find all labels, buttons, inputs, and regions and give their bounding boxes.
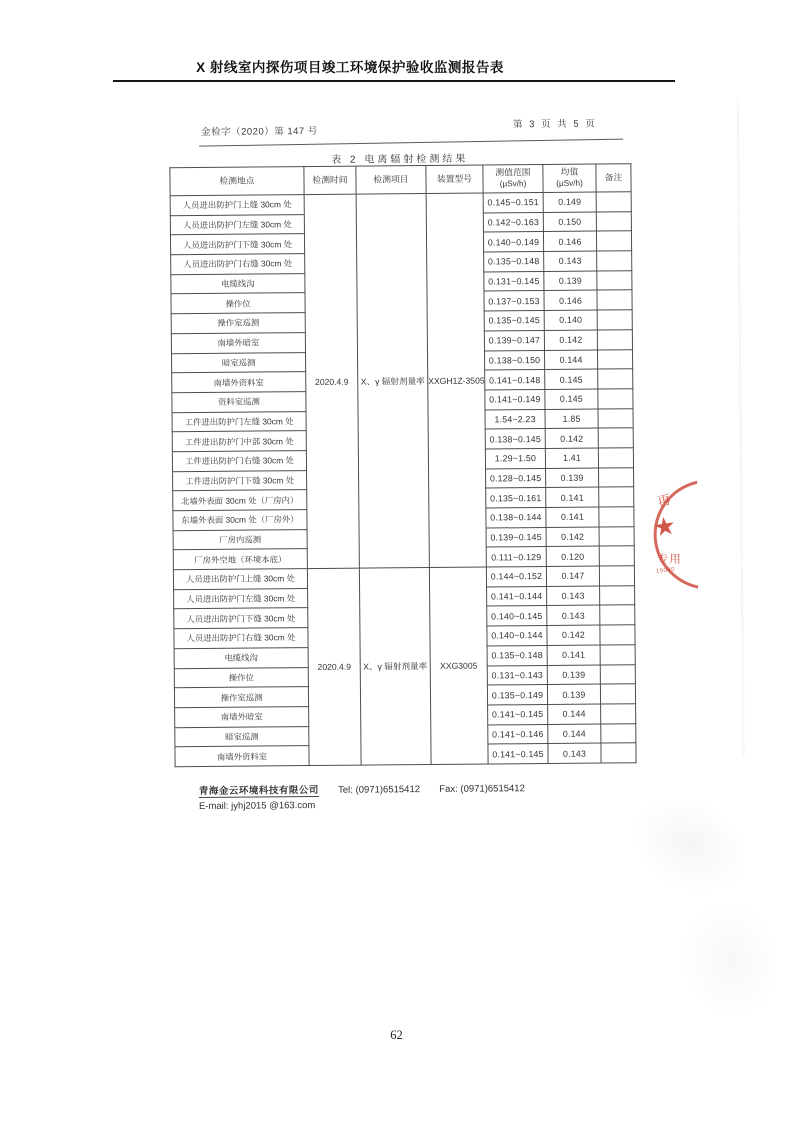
document-page-indicator: 第 3 页 共 5 页	[512, 118, 597, 131]
page-title: X 射线室内探伤项目竣工环境保护验收监测报告表	[196, 60, 504, 75]
cell-location: 暗室巡测	[172, 352, 306, 373]
cell-mean: 0.139	[546, 468, 599, 488]
cell-mean: 0.144	[544, 350, 597, 370]
col-mean	[543, 164, 596, 192]
tel-value: (0971)6515412	[355, 784, 421, 796]
cell-location: 厂房外空地（环境本底）	[173, 549, 307, 570]
stamp-code: 19080	[655, 566, 676, 576]
cell-note	[599, 467, 634, 487]
cell-range: 0.139~0.145	[486, 527, 546, 547]
cell-note	[598, 389, 633, 409]
col-item: 检测项目	[356, 166, 426, 195]
cell-mean: 0.142	[545, 428, 598, 448]
cell-note	[601, 704, 636, 724]
cell-location: 资料室巡测	[172, 391, 306, 412]
cell-note	[596, 231, 631, 251]
cell-item: X、γ 辐射剂量率	[359, 568, 431, 765]
cell-location: 电缆线沟	[174, 647, 308, 668]
cell-location: 电缆线沟	[171, 273, 305, 294]
cell-mean: 0.120	[546, 546, 599, 566]
cell-location: 工件进出防护门下缝 30cm 处	[173, 470, 307, 491]
cell-range: 0.135~0.148	[487, 645, 547, 665]
cell-location: 南墙外资料室	[175, 746, 309, 767]
cell-range: 0.135~0.161	[486, 488, 546, 508]
cell-device: XXGH1Z-3505	[426, 193, 486, 568]
cell-mean: 0.141	[546, 507, 599, 527]
cell-location: 人员进出防护门右缝 30cm 处	[174, 628, 308, 649]
cell-range: 1.54~2.23	[485, 409, 545, 429]
cell-note	[599, 566, 634, 586]
company-name: 青海金云环境科技有限公司	[198, 784, 319, 798]
cell-note	[597, 290, 632, 310]
cell-range: 1.29~1.50	[485, 448, 545, 468]
cell-mean: 0.149	[543, 192, 596, 212]
col-time: 检测时间	[304, 166, 356, 194]
stamp-word: 专用	[656, 553, 682, 567]
cell-mean: 1.85	[545, 409, 598, 429]
cell-mean: 0.141	[547, 645, 600, 665]
cell-note	[600, 664, 635, 684]
col-location: 检测地点	[170, 167, 304, 196]
table-header-row	[170, 164, 631, 196]
cell-mean: 0.146	[544, 290, 597, 310]
cell-location: 厂房内巡测	[173, 529, 307, 550]
cell-location: 人员进出防护门上缝 30cm 处	[173, 569, 307, 590]
cell-note	[597, 330, 632, 350]
cell-range: 0.141~0.144	[487, 586, 547, 606]
cell-mean: 0.143	[547, 586, 600, 606]
email-label: E-mail:	[198, 800, 229, 813]
ref-underline	[199, 139, 623, 147]
stamp-star-icon: ★	[651, 511, 678, 543]
cell-location: 操作位	[171, 293, 305, 314]
cell-mean: 0.140	[544, 310, 597, 330]
cell-note	[600, 605, 635, 625]
cell-mean: 0.150	[543, 212, 596, 232]
cell-range: 0.135~0.145	[484, 311, 544, 331]
cell-mean: 0.144	[548, 704, 601, 724]
col-note: 备注	[596, 164, 631, 192]
cell-note	[599, 487, 634, 507]
cell-range: 0.137~0.153	[484, 291, 544, 311]
header-rule	[113, 80, 675, 82]
stamp-partial-character: 再	[656, 491, 672, 510]
cell-range: 0.140~0.145	[487, 606, 547, 626]
cell-range: 0.142~0.163	[483, 212, 543, 232]
cell-location: 工件进出防护门中部 30cm 处	[172, 431, 306, 452]
cell-range: 0.131~0.143	[487, 665, 547, 685]
cell-mean: 0.143	[544, 251, 597, 271]
col-range-unit: (μSv/h)	[499, 179, 527, 189]
cell-mean: 0.142	[544, 330, 597, 350]
email-value: jyhj2015 @163.com	[231, 800, 316, 812]
document-ref-number: 金检字（2020）第 147 号	[201, 125, 318, 138]
cell-range: 0.138~0.150	[484, 350, 544, 370]
fax-value: (0971)6515412	[460, 783, 525, 795]
col-range-label: 测值范围	[495, 167, 531, 178]
cell-location: 人员进出防护门左缝 30cm 处	[170, 214, 304, 235]
cell-note	[596, 192, 631, 212]
cell-location: 东墙外表面 30cm 处（厂房外）	[173, 510, 307, 531]
cell-range: 0.128~0.145	[486, 468, 546, 488]
cell-mean: 0.139	[547, 684, 600, 704]
footer-email-line	[199, 798, 525, 812]
cell-location: 操作室巡测	[174, 687, 308, 708]
cell-time: 2020.4.9	[307, 568, 361, 765]
cell-item: X、γ 辐射剂量率	[356, 194, 429, 569]
cell-mean: 0.147	[546, 566, 599, 586]
cell-location: 人员进出防护门右缝 30cm 处	[171, 254, 305, 275]
cell-range: 0.138~0.145	[485, 429, 545, 449]
cell-note	[599, 546, 634, 566]
results-table-body	[170, 192, 636, 767]
cell-note	[598, 448, 633, 468]
cell-note	[600, 645, 635, 665]
cell-location: 暗室巡测	[175, 726, 309, 747]
cell-range: 0.141~0.145	[488, 744, 548, 764]
cell-location: 人员进出防护门上缝 30cm 处	[170, 195, 304, 216]
cell-note	[597, 251, 632, 271]
cell-note	[600, 625, 635, 645]
scan-edge-shadow	[737, 97, 746, 757]
cell-mean: 0.145	[545, 389, 598, 409]
table-title: 表 2 电离辐射检测结果	[331, 153, 469, 166]
cell-mean: 0.145	[545, 369, 598, 389]
results-table	[169, 163, 636, 767]
cell-mean: 0.141	[546, 487, 599, 507]
cell-location: 工件进出防护门右缝 30cm 处	[172, 451, 306, 472]
cell-location: 南墙外暗室	[175, 706, 309, 727]
col-device: 装置型号	[426, 165, 483, 193]
cell-location: 人员进出防护门下缝 30cm 处	[174, 608, 308, 629]
cell-mean: 0.146	[543, 231, 596, 251]
cell-location: 人员进出防护门下缝 30cm 处	[170, 234, 304, 255]
cell-location: 操作位	[174, 667, 308, 688]
cell-mean: 0.139	[544, 271, 597, 291]
footer-contact-line	[199, 780, 525, 797]
cell-range: 0.131~0.145	[484, 271, 544, 291]
cell-note	[596, 211, 631, 231]
scan-smudge	[666, 889, 793, 1031]
cell-note	[597, 310, 632, 330]
cell-range: 0.139~0.147	[484, 330, 544, 350]
cell-location: 操作室巡测	[171, 313, 305, 334]
cell-mean: 0.142	[547, 625, 600, 645]
cell-range: 0.144~0.152	[486, 567, 546, 587]
cell-mean: 0.139	[547, 665, 600, 685]
cell-mean: 0.144	[548, 724, 601, 744]
cell-device: XXG3005	[429, 567, 488, 764]
cell-note	[598, 408, 633, 428]
cell-range: 0.141~0.148	[485, 370, 545, 390]
cell-note	[597, 270, 632, 290]
cell-note	[599, 526, 634, 546]
cell-range: 0.145~0.151	[483, 192, 543, 212]
cell-note	[600, 585, 635, 605]
fax-label: Fax:	[439, 783, 458, 795]
cell-range: 0.135~0.149	[487, 685, 547, 705]
col-range	[483, 164, 543, 193]
cell-range: 0.141~0.145	[488, 704, 548, 724]
cell-location: 工件进出防护门左缝 30cm 处	[172, 411, 306, 432]
col-mean-unit: (μSv/h)	[556, 179, 583, 189]
cell-range: 0.111~0.129	[486, 547, 546, 567]
cell-range: 0.135~0.148	[484, 252, 544, 272]
cell-note	[601, 743, 636, 763]
cell-mean: 1.41	[545, 448, 598, 468]
cell-note	[601, 723, 636, 743]
page-number: 62	[390, 1028, 403, 1042]
tel-label: Tel:	[338, 784, 353, 796]
scanned-report-sheet	[109, 91, 749, 842]
cell-range: 0.140~0.144	[487, 626, 547, 646]
cell-range: 0.141~0.146	[488, 724, 548, 744]
cell-mean: 0.143	[548, 743, 601, 763]
cell-mean: 0.142	[546, 527, 599, 547]
scan-footer	[199, 780, 525, 812]
cell-time: 2020.4.9	[304, 194, 359, 569]
cell-note	[598, 369, 633, 389]
cell-range: 0.140~0.149	[483, 232, 543, 252]
cell-location: 南墙外暗室	[171, 332, 305, 353]
cell-note	[597, 349, 632, 369]
cell-location: 北墙外表面 30cm 处（厂房内）	[173, 490, 307, 511]
cell-range: 0.138~0.144	[486, 507, 546, 527]
col-mean-label: 均值	[560, 167, 579, 178]
red-seal-stamp	[645, 475, 698, 599]
cell-location: 人员进出防护门左缝 30cm 处	[174, 588, 308, 609]
cell-note	[599, 507, 634, 527]
cell-mean: 0.143	[547, 605, 600, 625]
cell-location: 南墙外资料室	[172, 372, 306, 393]
cell-range: 0.141~0.149	[485, 389, 545, 409]
cell-note	[600, 684, 635, 704]
cell-note	[598, 428, 633, 448]
